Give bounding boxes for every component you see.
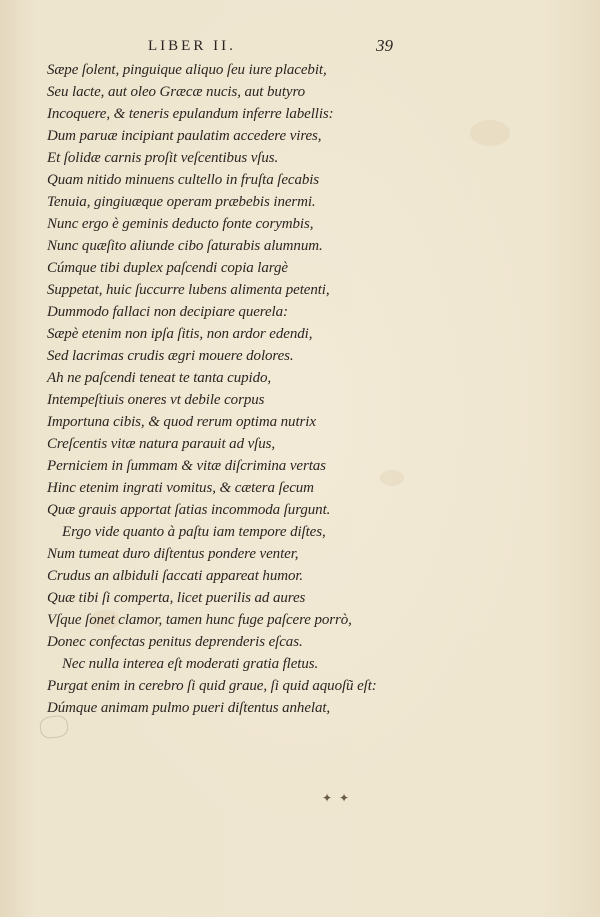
verse-line: Intempeſtiuis oneres vt debile corpus bbox=[47, 392, 265, 408]
verse-line: Ergo vide quanto à paſtu iam tempore diſtes, bbox=[62, 524, 326, 540]
verse-line: Creſcentis vitæ natura parauit ad vſus, bbox=[47, 436, 276, 452]
running-head: LIBER II. bbox=[148, 38, 236, 54]
verse-line: Nec nulla interea eſt moderati gratia fletus. bbox=[62, 656, 319, 672]
verse-line: Dúmque animam pulmo pueri diſtentus anhelat, bbox=[47, 700, 331, 716]
verse-line: Vſque ſonet clamor, tamen hunc fuge paſcere porrò, bbox=[47, 612, 352, 628]
paper-stain bbox=[470, 120, 510, 146]
printer-ornament: ✦ ✦ bbox=[322, 791, 352, 805]
verse-line: Quam nitido minuens cultello in fruſta ſecabis bbox=[47, 172, 320, 188]
verse-line: Incoquere, & teneris epulandum inferre labellis: bbox=[47, 106, 334, 122]
verse-line: Suppetat, huic ſuccurre lubens alimenta petenti, bbox=[47, 282, 330, 298]
verse-line: Sæpe ſolent, pinguique aliquo ſeu iure placebit, bbox=[47, 62, 327, 78]
verse-line: Nunc ergo è geminis deducto fonte corymbis, bbox=[47, 216, 314, 232]
page-header bbox=[0, 36, 600, 58]
verse-line: Et ſolidæ carnis proſit veſcentibus vſus. bbox=[47, 150, 279, 166]
verse-line: Hinc etenim ingrati vomitus, & cætera ſecum bbox=[47, 480, 314, 496]
verse-line: Importuna cibis, & quod rerum optima nutrix bbox=[47, 414, 316, 430]
verse-line: Ah ne paſcendi teneat te tanta cupido, bbox=[47, 370, 272, 386]
verse-line: Num tumeat duro diſtentus pondere venter, bbox=[47, 546, 299, 562]
verse-line: Quæ tibi ſi comperta, licet puerilis ad aures bbox=[47, 590, 306, 606]
verse-line: Perniciem in ſummam & vitæ diſcrimina vertas bbox=[47, 458, 326, 474]
verse-line: Seu lacte, aut oleo Græcæ nucis, aut butyro bbox=[47, 84, 306, 100]
verse-line: Dum paruæ incipiant paulatim accedere vires, bbox=[47, 128, 322, 144]
verse-line: Purgat enim in cerebro ſi quid graue, ſi quid aquoſũ eſt: bbox=[47, 678, 377, 694]
ink-stamp-mark bbox=[39, 714, 70, 740]
verse-line: Quæ grauis apportat ſatias incommoda ſurgunt. bbox=[47, 502, 331, 518]
verse-line: Dummodo fallaci non decipiare querela: bbox=[47, 304, 288, 320]
verse-line: Sæpè etenim non ipſa ſitis, non ardor edendi, bbox=[47, 326, 313, 342]
verse-line: Cúmque tibi duplex paſcendi copia largè bbox=[47, 260, 288, 276]
verse-line: Donec confectas penitus deprenderis eſcas. bbox=[47, 634, 303, 650]
verse-line: Crudus an albiduli ſaccati appareat humor. bbox=[47, 568, 304, 584]
page-number: 39 bbox=[376, 36, 393, 55]
verse-line: Tenuia, gingiuæque operam præbebis inermi. bbox=[47, 194, 316, 210]
verse-line: Sed lacrimas crudis ægri mouere dolores. bbox=[47, 348, 294, 364]
verse-line: Nunc quæſito aliunde cibo ſaturabis alumnum. bbox=[47, 238, 323, 254]
paper-stain bbox=[380, 470, 404, 486]
